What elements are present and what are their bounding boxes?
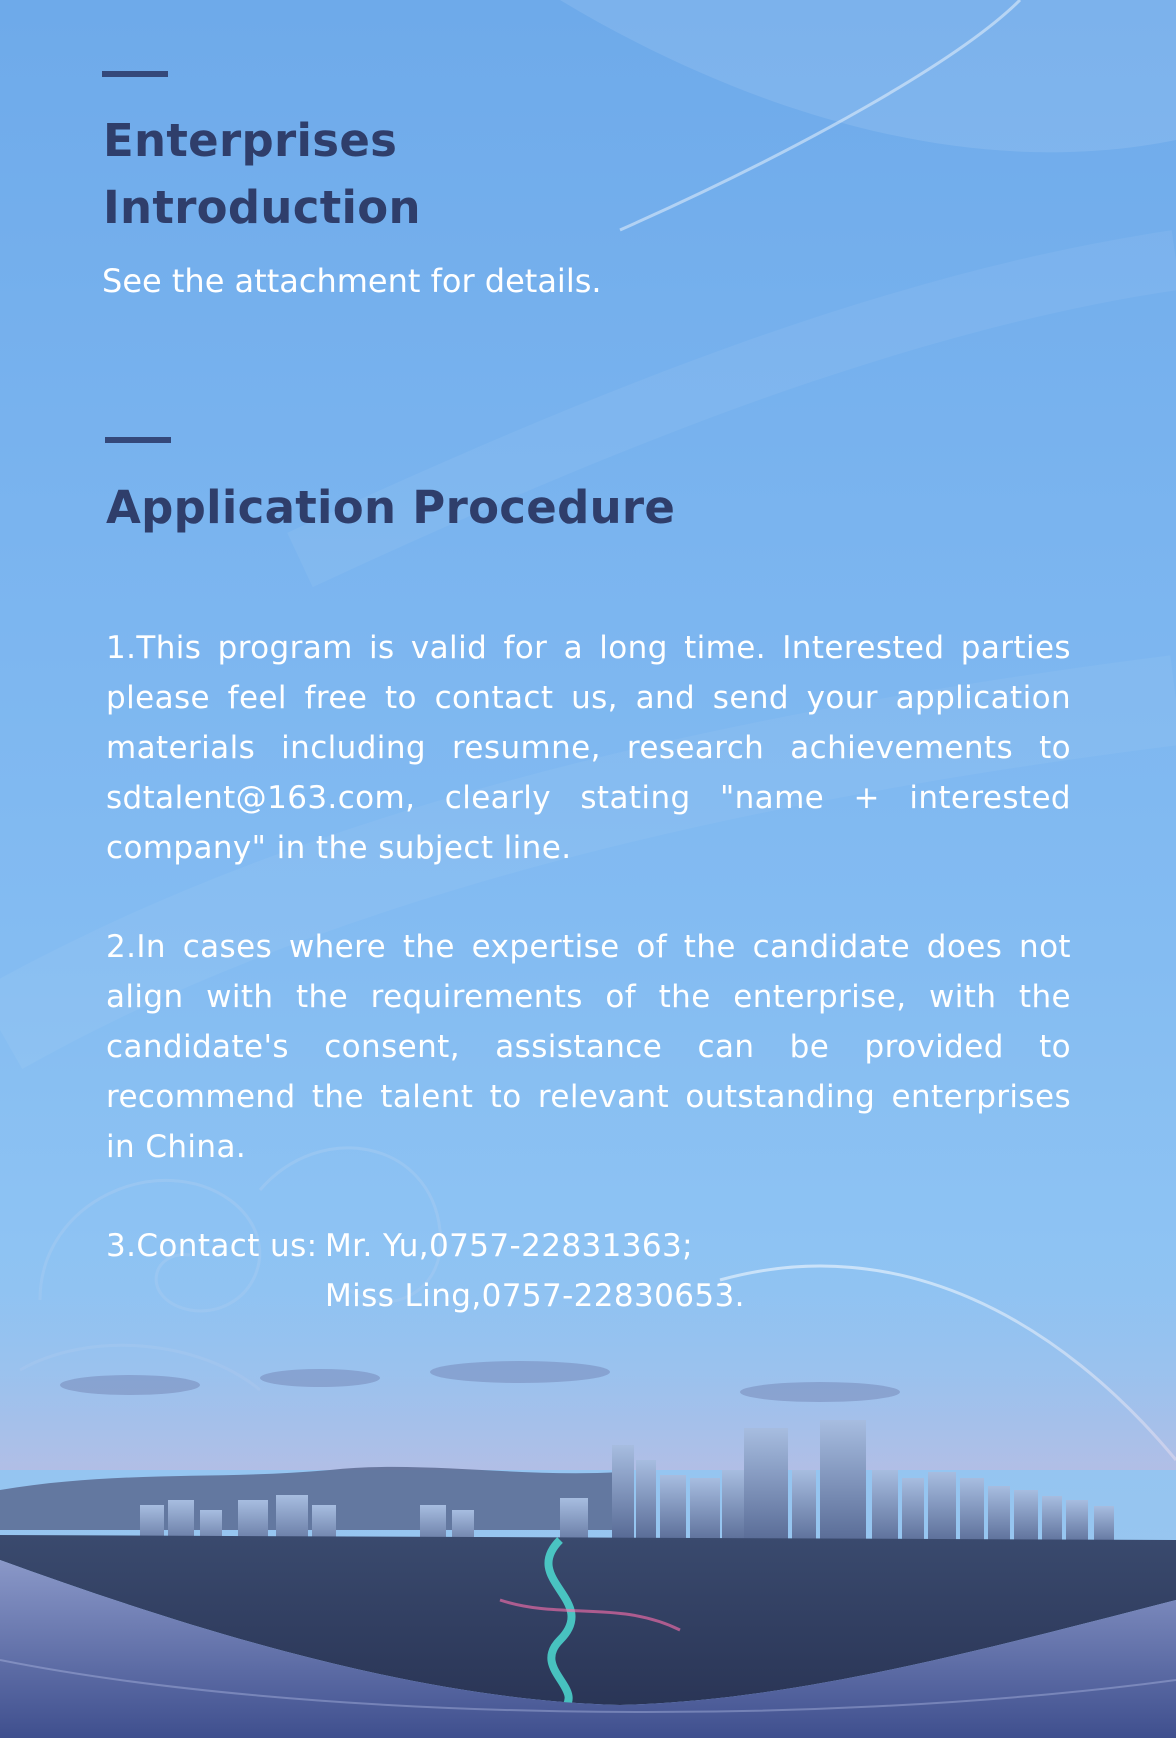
- contact-yu: Mr. Yu,0757-22831363;: [325, 1228, 693, 1264]
- enterprises-subtitle: See the attachment for details.: [102, 262, 602, 300]
- enterprises-title-line2: Introduction: [103, 181, 421, 234]
- application-title: Application Procedure: [106, 481, 676, 534]
- enterprises-title-line1: Enterprises: [103, 114, 398, 167]
- procedure-item-2: 2.In cases where the expertise of the candidate does not align with the requirements of the enterprise, with the candidate's consent, assistance can be provided to recommend the talent to relevant outstanding enterprises in China.: [106, 929, 1071, 1165]
- accent-bar: [105, 437, 171, 443]
- procedure-item-1: 1.This program is valid for a long time. Interested parties please feel free to contact us, and send your application materials including resumne, research achievements to sdtalent@163.com, clearly stating "name + interested company" in the subject line.: [106, 630, 1071, 866]
- contact-ling: Miss Ling,0757-22830653.: [325, 1278, 745, 1314]
- accent-bar: [102, 71, 168, 77]
- contact-label: 3.Contact us:: [106, 1228, 318, 1264]
